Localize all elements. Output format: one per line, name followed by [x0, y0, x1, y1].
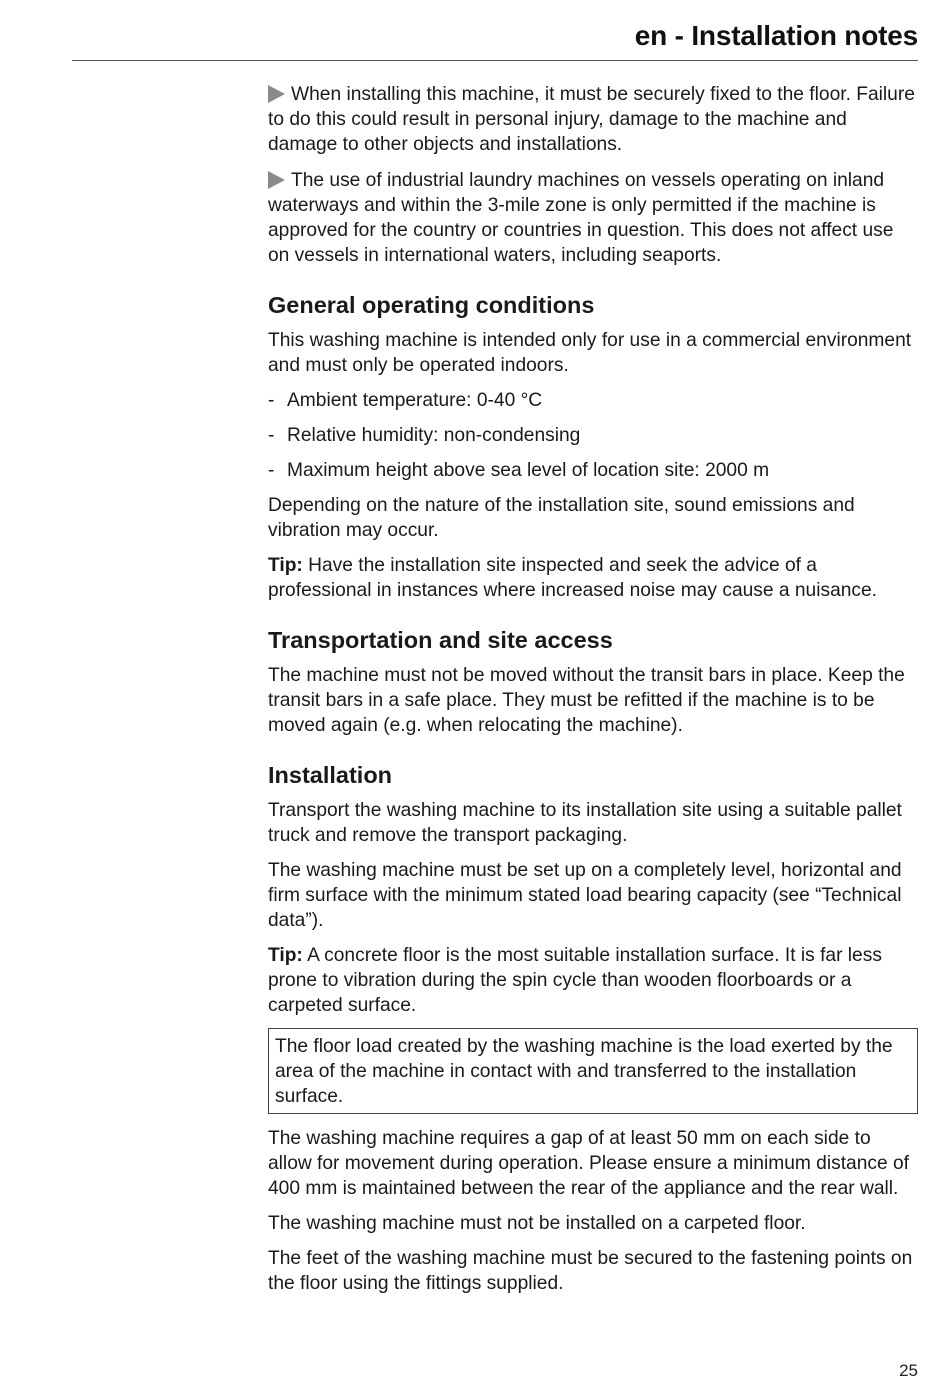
triangle-right-icon [268, 171, 285, 189]
page-header-title: en - Installation notes [634, 20, 918, 51]
installation-paragraph: Transport the washing machine to its installation site using a suitable pallet truck and remove the transport packaging. [268, 800, 902, 846]
main-content [268, 82, 918, 1306]
tip-text: A concrete floor is the most suitable installation surface. It is far less prone to vibration during the spin cycle than wooden floorboards or a carpeted surface. [268, 945, 882, 1016]
tip-text: Have the installation site inspected and seek the advice of a professional in instances where increased noise may cause a nuisance. [268, 555, 878, 601]
warning-text: The use of industrial laundry machines on vessels operating on inland waterways and within the 3-mile zone is only permitted if the machine is approved for the country or countries in question. This does not affect use on vessels in international waters, including seaports. [268, 170, 894, 266]
warning-item [268, 168, 918, 268]
installation-paragraph: The washing machine must be set up on a completely level, horizontal and firm surface with the minimum stated load bearing capacity (see “Technical data”). [268, 860, 902, 931]
dash-marker: - [268, 425, 275, 446]
list-item [268, 388, 918, 413]
condition-text: Relative humidity: non-condensing [287, 425, 581, 446]
warning-text: When installing this machine, it must be securely fixed to the floor. Failure to do this could result in personal injury, damage to the machine and damage to other objects and installations. [268, 84, 915, 155]
floor-load-note-box: The floor load created by the washing machine is the load exerted by the area of the machine in contact with and transferred to the installation surface. [268, 1028, 918, 1114]
page-number: 25 [899, 1361, 918, 1380]
dash-marker: - [268, 460, 275, 481]
header-divider [72, 60, 918, 61]
section-heading-general: General operating conditions [268, 292, 595, 318]
tip-label: Tip: [268, 945, 303, 966]
tip-paragraph [268, 943, 918, 1018]
tip-paragraph [268, 553, 918, 603]
list-item [268, 458, 918, 483]
warning-item [268, 82, 918, 157]
section-heading-transport: Transportation and site access [268, 627, 613, 653]
condition-text: Ambient temperature: 0-40 °C [287, 390, 543, 411]
tip-label: Tip: [268, 555, 303, 576]
condition-text: Maximum height above sea level of location site: 2000 m [287, 460, 770, 481]
general-intro: This washing machine is intended only for use in a commercial environment and must only be operated indoors. [268, 330, 912, 376]
list-item [268, 423, 918, 448]
dash-marker: - [268, 390, 275, 411]
transport-text: The machine must not be moved without the transit bars in place. Keep the transit bars in a safe place. They must be refitted if the machine is to be moved again (e.g. when relocating the machine). [268, 665, 905, 736]
section-heading-installation: Installation [268, 762, 393, 788]
conditions-list [268, 388, 918, 483]
installation-paragraph: The feet of the washing machine must be secured to the fastening points on the floor using the fittings supplied. [268, 1248, 913, 1294]
installation-paragraph: The washing machine must not be installed on a carpeted floor. [268, 1213, 806, 1234]
triangle-right-icon [268, 85, 285, 103]
noise-note: Depending on the nature of the installation site, sound emissions and vibration may occur. [268, 495, 855, 541]
installation-paragraph: The washing machine requires a gap of at least 50 mm on each side to allow for movement during operation. Please ensure a minimum distance of 400 mm is maintained between the rear of the appliance and the rear wall. [268, 1128, 909, 1199]
